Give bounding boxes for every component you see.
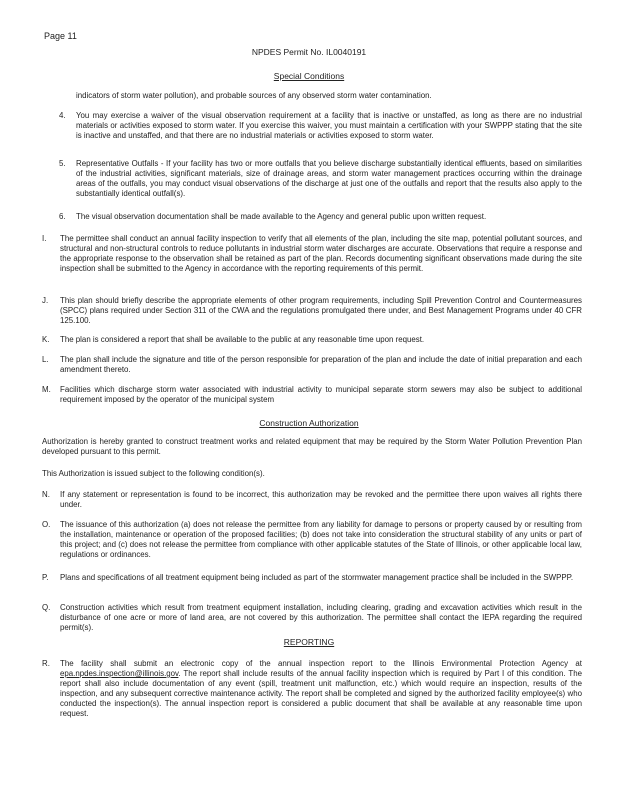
- list-marker: M.: [42, 385, 51, 394]
- list-text: You may exercise a waiver of the visual observation requirement at a facility that is inactive or unstaffed, as long as there are no industrial materials or activities exposed to storm water. If you exercise this waiver, you must maintain a certification with your SWPPP stating that the site is inactive and unstaffed, and that there are no industrial materials or activities exposed to storm water.: [76, 111, 582, 140]
- list-marker: N.: [42, 490, 50, 499]
- list-marker: P.: [42, 573, 49, 582]
- page-number: Page 11: [44, 31, 77, 41]
- construction-authorization-heading: Construction Authorization: [259, 418, 359, 428]
- list-text: The visual observation documentation shall be made available to the Agency and general public upon written request.: [76, 212, 487, 221]
- list-text: Construction activities which result from treatment equipment installation, including clearing, grading and excavation activities which result in the disturbance of one acre or more of land area, are not covered by this authorization. The permittee shall contact the IEPA regarding the required permit(s).: [60, 603, 582, 632]
- list-marker: J.: [42, 296, 49, 305]
- list-marker: R.: [42, 659, 50, 668]
- reporting-heading: REPORTING: [283, 637, 335, 647]
- list-text: Representative Outfalls - If your facility has two or more outfalls that you believe discharge substantially identical effluents, based on similarities of the industrial activities, significant materials, size of drainage areas, and storm water management practices occurring within the drainage areas of the outfalls, you may conduct visual observations of the discharge at just one of the outfalls and report that the results also apply to the substantially identical outfall(s).: [76, 159, 582, 198]
- list-marker: Q.: [42, 603, 51, 612]
- list-marker: O.: [42, 520, 51, 529]
- report-text-after: . The report shall include results of the annual facility inspection which is required by Part I of this condition. The report shall also include documentation of any event (spill, treatment unit malfunction, etc.) which would require an inspection, results of the inspection, and any subsequent corrective maintenance activity. The report shall be completed and signed by the authorized facility employee(s) who conducted the inspection(s). The annual inspection report is considered a public document that shall be available at any reasonable time upon request.: [60, 668, 582, 718]
- email-link[interactable]: epa.npdes.inspection@illinois.gov: [60, 668, 179, 678]
- list-marker: L.: [42, 355, 49, 364]
- list-text: The issuance of this authorization (a) does not release the permittee from any liability for damage to persons or property caused by or resulting from the installation, maintenance or operation of the proposed facilities; (b) does not take into consideration the structural stability of any units or part of this project; and (c) does not release the permittee from compliance with other applicable statutes of the State of Illinois, or other applicable local law, regulations or ordinances.: [60, 520, 582, 559]
- continuation-text: indicators of storm water pollution), and probable sources of any observed storm water contamination.: [76, 91, 432, 100]
- list-text: Plans and specifications of all treatment equipment being included as part of the stormwater management practice shall be included in the SWPPP.: [60, 573, 574, 582]
- list-marker: 4.: [59, 111, 66, 120]
- construction-subject: This Authorization is issued subject to the following condition(s).: [42, 469, 265, 478]
- list-text: [60, 659, 582, 718]
- list-text: If any statement or representation is found to be incorrect, this authorization may be revoked and the permittee there upon waives all rights there under.: [60, 490, 582, 509]
- list-marker: 5.: [59, 159, 66, 168]
- list-marker: I.: [42, 234, 47, 243]
- list-text: The plan shall include the signature and title of the person responsible for preparation of the plan and include the date of initial preparation and each amendment thereto.: [60, 355, 582, 374]
- list-text: The permittee shall conduct an annual facility inspection to verify that all elements of the plan, including the site map, potential pollutant sources, and structural and non-structural controls to reduce pollutants in industrial storm water discharges are accurate. Observations that require a response and the appropriate response to the observation shall be retained as part of the plan. Records documenting significant observations made during the site inspection shall be submitted to the Agency in accordance with the reporting requirements of this permit.: [60, 234, 582, 273]
- list-marker: K.: [42, 335, 50, 344]
- list-text: Facilities which discharge storm water associated with industrial activity to municipal separate storm sewers may also be subject to additional requirement imposed by the operator of the municipal system: [60, 385, 582, 404]
- special-conditions-heading: Special Conditions: [273, 71, 345, 81]
- list-text: The plan is considered a report that shall be available to the public at any reasonable time upon request.: [60, 335, 425, 344]
- list-marker: 6.: [59, 212, 66, 221]
- permit-number: NPDES Permit No. IL0040191: [251, 47, 367, 57]
- construction-intro: Authorization is hereby granted to construct treatment works and related equipment that may be required by the Storm Water Pollution Prevention Plan developed pursuant to this permit.: [42, 437, 582, 456]
- report-text-before: The facility shall submit an electronic copy of the annual inspection report to the Illinois Environmental Protection Agency at: [60, 659, 582, 668]
- list-text: This plan should briefly describe the appropriate elements of other program requirements, including Spill Prevention Control and Countermeasures (SPCC) plans required under Section 311 of the CWA and the regulations promulgated there under, and Best Management Programs under 40 CFR 125.100.: [60, 296, 582, 325]
